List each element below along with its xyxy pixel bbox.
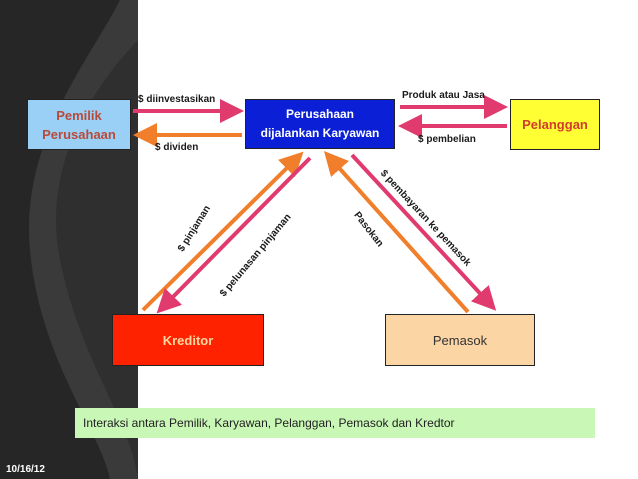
label-product: Produk atau Jasa: [402, 90, 485, 101]
creditor-label: Kreditor: [162, 332, 214, 348]
supplier-box: [385, 314, 535, 366]
owner-box: [27, 99, 131, 150]
owner-label: Pemilik Perusahaan: [42, 107, 116, 142]
label-supply: Pasokan: [351, 210, 386, 250]
creditor-box: [112, 314, 264, 366]
label-loan-repayment: $ pelunasan pinjaman: [218, 211, 294, 300]
supplier-label: Pemasok: [432, 332, 488, 348]
label-loan: $ pinjaman: [176, 203, 214, 254]
caption-box: [75, 408, 595, 438]
company-label: Perusahaan dijalankan Karyawan: [260, 107, 380, 140]
label-investment: $ diinvestasikan: [138, 94, 216, 105]
label-supplier-payment: $ pembayaran ke pemasok: [377, 168, 473, 269]
label-purchase: $ pembelian: [418, 134, 476, 145]
customer-box: [510, 99, 600, 150]
company-box: [245, 99, 395, 149]
slide-date: 10/16/12: [6, 464, 45, 475]
label-dividend: $ dividen: [155, 142, 199, 153]
caption-text: Interaksi antara Pemilik, Karyawan, Pelanggan, Pemasok dan Kredtor: [83, 416, 455, 430]
customer-label: Pelanggan: [522, 117, 588, 132]
